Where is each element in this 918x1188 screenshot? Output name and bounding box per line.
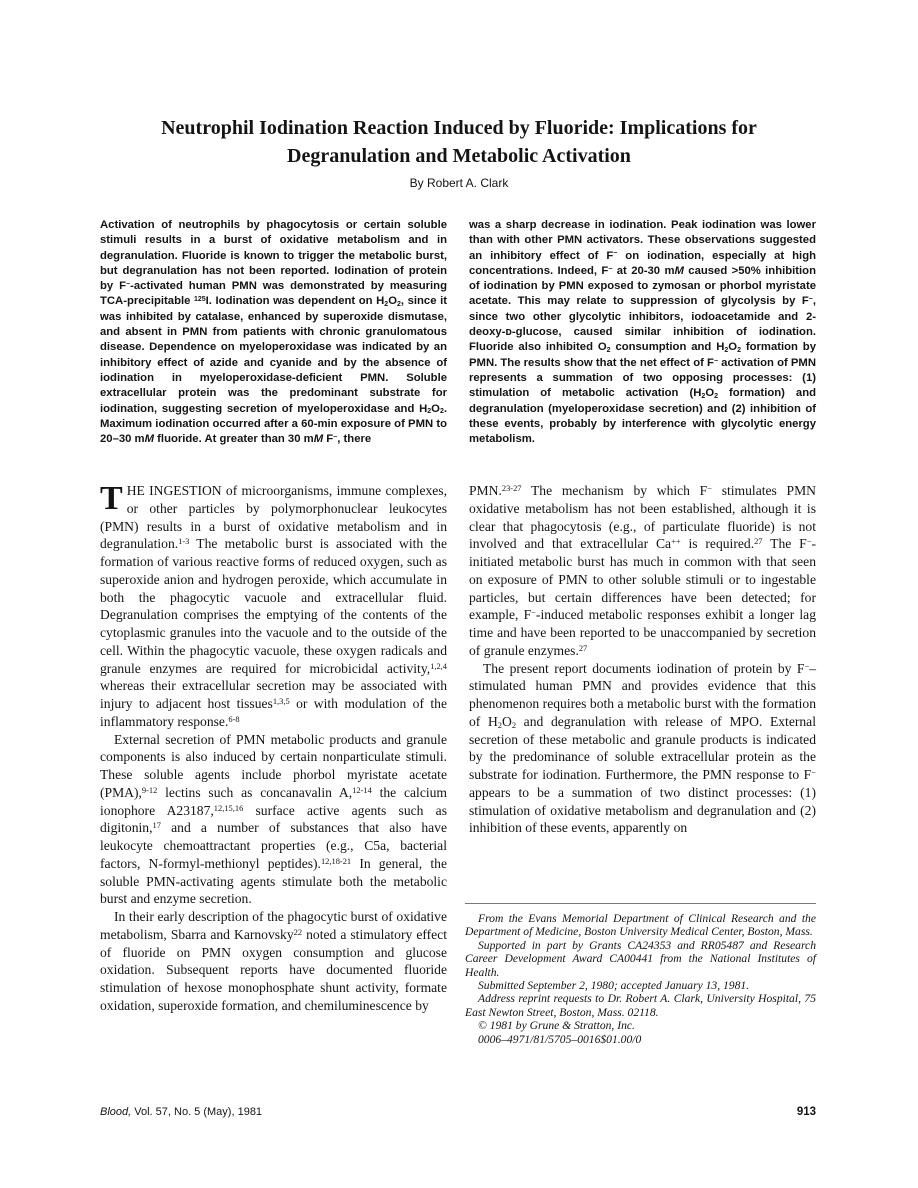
footnote-issn-code: 0006–4971/81/5705–0016$01.00/0 bbox=[478, 1032, 642, 1046]
journal-citation: Blood, Vol. 57, No. 5 (May), 1981 bbox=[100, 1106, 263, 1118]
paragraph: In their early description of the phagocytic burst of oxidative metabolism, Sbarra and Karnovsky$^{22}$ noted a stimulatory effect of fluoride on PMN oxygen consumption and glucose oxidation. Subsequent reports have documented fluoride stimulation of hexose monophosphate shunt activity, formate oxidation, superoxide formation, and chemiluminescence by bbox=[100, 909, 448, 1013]
paragraph-text: HE INGESTION of microorganisms, immune complexes, or other particles by polymorphonuclear leukocytes (PMN) results in a burst of oxidative metabolism and in degranulation.$^{1-3}$ The metabolic burst is associated with the formation of various reactive forms of reduced oxygen, such as superoxide anion and hydrogen peroxide, which accumulate in both the phagocytic vacuole and extracellular fluid. Degranulation comprises the emptying of the contents of the cytoplasmic granules into the vacuole and to the outside of the cell. Within the phagocytic vacuole, these oxygen radicals and granule enzymes are required for microbicidal activity,$^{1,2,4}$ whereas their extracellular secretion may be associated with injury to adjacent host tissues$^{1,3,5}$ or with modulation of the inflammatory response.$^{6-8}$ bbox=[100, 483, 447, 729]
paragraph: External secretion of PMN metabolic products and granule components is also induced by certain nonparticulate stimuli. These soluble agents include phorbol myristate acetate (PMA),$^{9-12}$ lectins such as concanavalin A,$^{12-14}$ the calcium ionophore A23187,$^{12,15,16}$ surface active agents such as digitonin,$^{17}$ and a number of substances that also have leukocyte chemoattractant properties (e.g., C5a, bacterial factors, N-formyl-methionyl peptides).$^{12,18-21}$ In general, the soluble PMN-activating agents stimulate both the metabolic burst and enzyme secretion. bbox=[100, 731, 448, 907]
footnote-affiliation: From the Evans Memorial Department of Clinical Research and the Department of Medicine, Boston University Medical Center, Boston, Mass. bbox=[465, 912, 816, 939]
article-title-line-1: Neutrophil Iodination Reaction Induced by Fluoride: Implications for bbox=[161, 117, 757, 139]
paragraph bbox=[100, 482, 447, 731]
article-title-line-2: Degranulation and Metabolic Activation bbox=[287, 145, 631, 167]
abstract bbox=[100, 218, 816, 447]
page-number: 913 bbox=[796, 1106, 816, 1118]
footnote-block bbox=[465, 903, 816, 1046]
footnote-reprints: Address reprint requests to Dr. Robert A. Clark, University Hospital, 75 East Newton Street, Boston, Mass. 02118. bbox=[465, 992, 816, 1019]
footnote-dates: Submitted September 2, 1980; accepted January 13, 1981. bbox=[478, 979, 750, 993]
paragraph: PMN.$^{23-27}$ The mechanism by which F− stimulates PMN oxidative metabolism has not been established, although it is clear that phagocytosis (e.g., of particulate fluoride) is not involved and that extracellular Ca++ is required.$^{27}$ The F−-initiated metabolic burst has much in common with that seen on exposure of PMN to other soluble stimuli or to ingestable particles, but certain differences have been detected; for example, F−-induced metabolic responses exhibit a longer lag time and have been reported to be unaccompanied by secretion of granule enzymes.$^{27}$ bbox=[469, 483, 817, 658]
footnote-support: Supported in part by Grants CA24353 and RR05487 and Research Career Development Award CA00441 from the National Institutes of Health. bbox=[465, 938, 816, 979]
drop-cap: T bbox=[100, 480, 123, 517]
paragraph: The present report documents iodination of protein by F−–stimulated human PMN and provides evidence that this phenomenon requires both a metabolic burst with the formation of $H_2O_2$ and degranulation with release of MPO. External secretion of these metabolic and granule products is indicated by the predominance of soluble extracellular protein as the substrate for iodination. Furthermore, the PMN response to F− appears to be a summation of two distinct processes: (1) stimulation of oxidative metabolism and degranulation and (2) inhibition of these events, apparently on bbox=[469, 660, 816, 836]
byline: By Robert A. Clark bbox=[409, 176, 509, 190]
page-footer bbox=[100, 1106, 816, 1118]
footnote-copyright: © 1981 by Grune & Stratton, Inc. bbox=[478, 1019, 635, 1033]
body-column-left bbox=[100, 482, 447, 1015]
article-title bbox=[0, 114, 918, 170]
abstract-column-left: Activation of neutrophils by phagocytosis or certain soluble stimuli results in a burst of oxidative metabolism and in degranulation. Fluoride is known to trigger the metabolic burst, but degranulation has not been reported. Iodination of protein by F−-activated human PMN was demonstrated by measuring TCA-precipitable $^{125}$I. Iodination was dependent on $H_2O_2$, since it was inhibited by catalase, enhanced by superoxide dismutase, and absent in PMN from patients with chronic granulomatous disease. Dependence on myeloperoxidase was indicated by an inhibitory effect of azide and cyanide and by the absence of iodination in myeloperoxidase-deficient PMN. Soluble extracellular protein was the predominant substrate for iodination, suggesting secretion of myeloperoxidase and $H_2O_2$. Maximum iodination occurred after a 60-min exposure of PMN to 20–30 mM fluoride. At greater than 30 mM F−, there bbox=[100, 219, 447, 446]
abstract-column-right: was a sharp decrease in iodination. Peak iodination was lower than with other PMN activators. These observations suggested an inhibitory effect of F− on iodination, especially at high concentrations. Indeed, F− at 20-30 mM caused >50% inhibition of iodination by PMN exposed to zymosan or phorbol myristate acetate. This may relate to suppression of glycolysis by F−, since two other glycolytic inhibitors, iodoacetamide and 2-deoxy-ᴅ-glucose, caused similar inhibition of iodination. Fluoride also inhibited $O_2$ consumption and $H_2O_2$ formation by PMN. The results show that the net effect of F− activation of PMN represents a summation of two opposing processes: (1) stimulation of metabolic activation ($H_2O_2$ formation) and degranulation (myeloperoxidase secretion) and (2) inhibition of these events, probably by interference with glycolytic energy metabolism. bbox=[469, 219, 816, 446]
